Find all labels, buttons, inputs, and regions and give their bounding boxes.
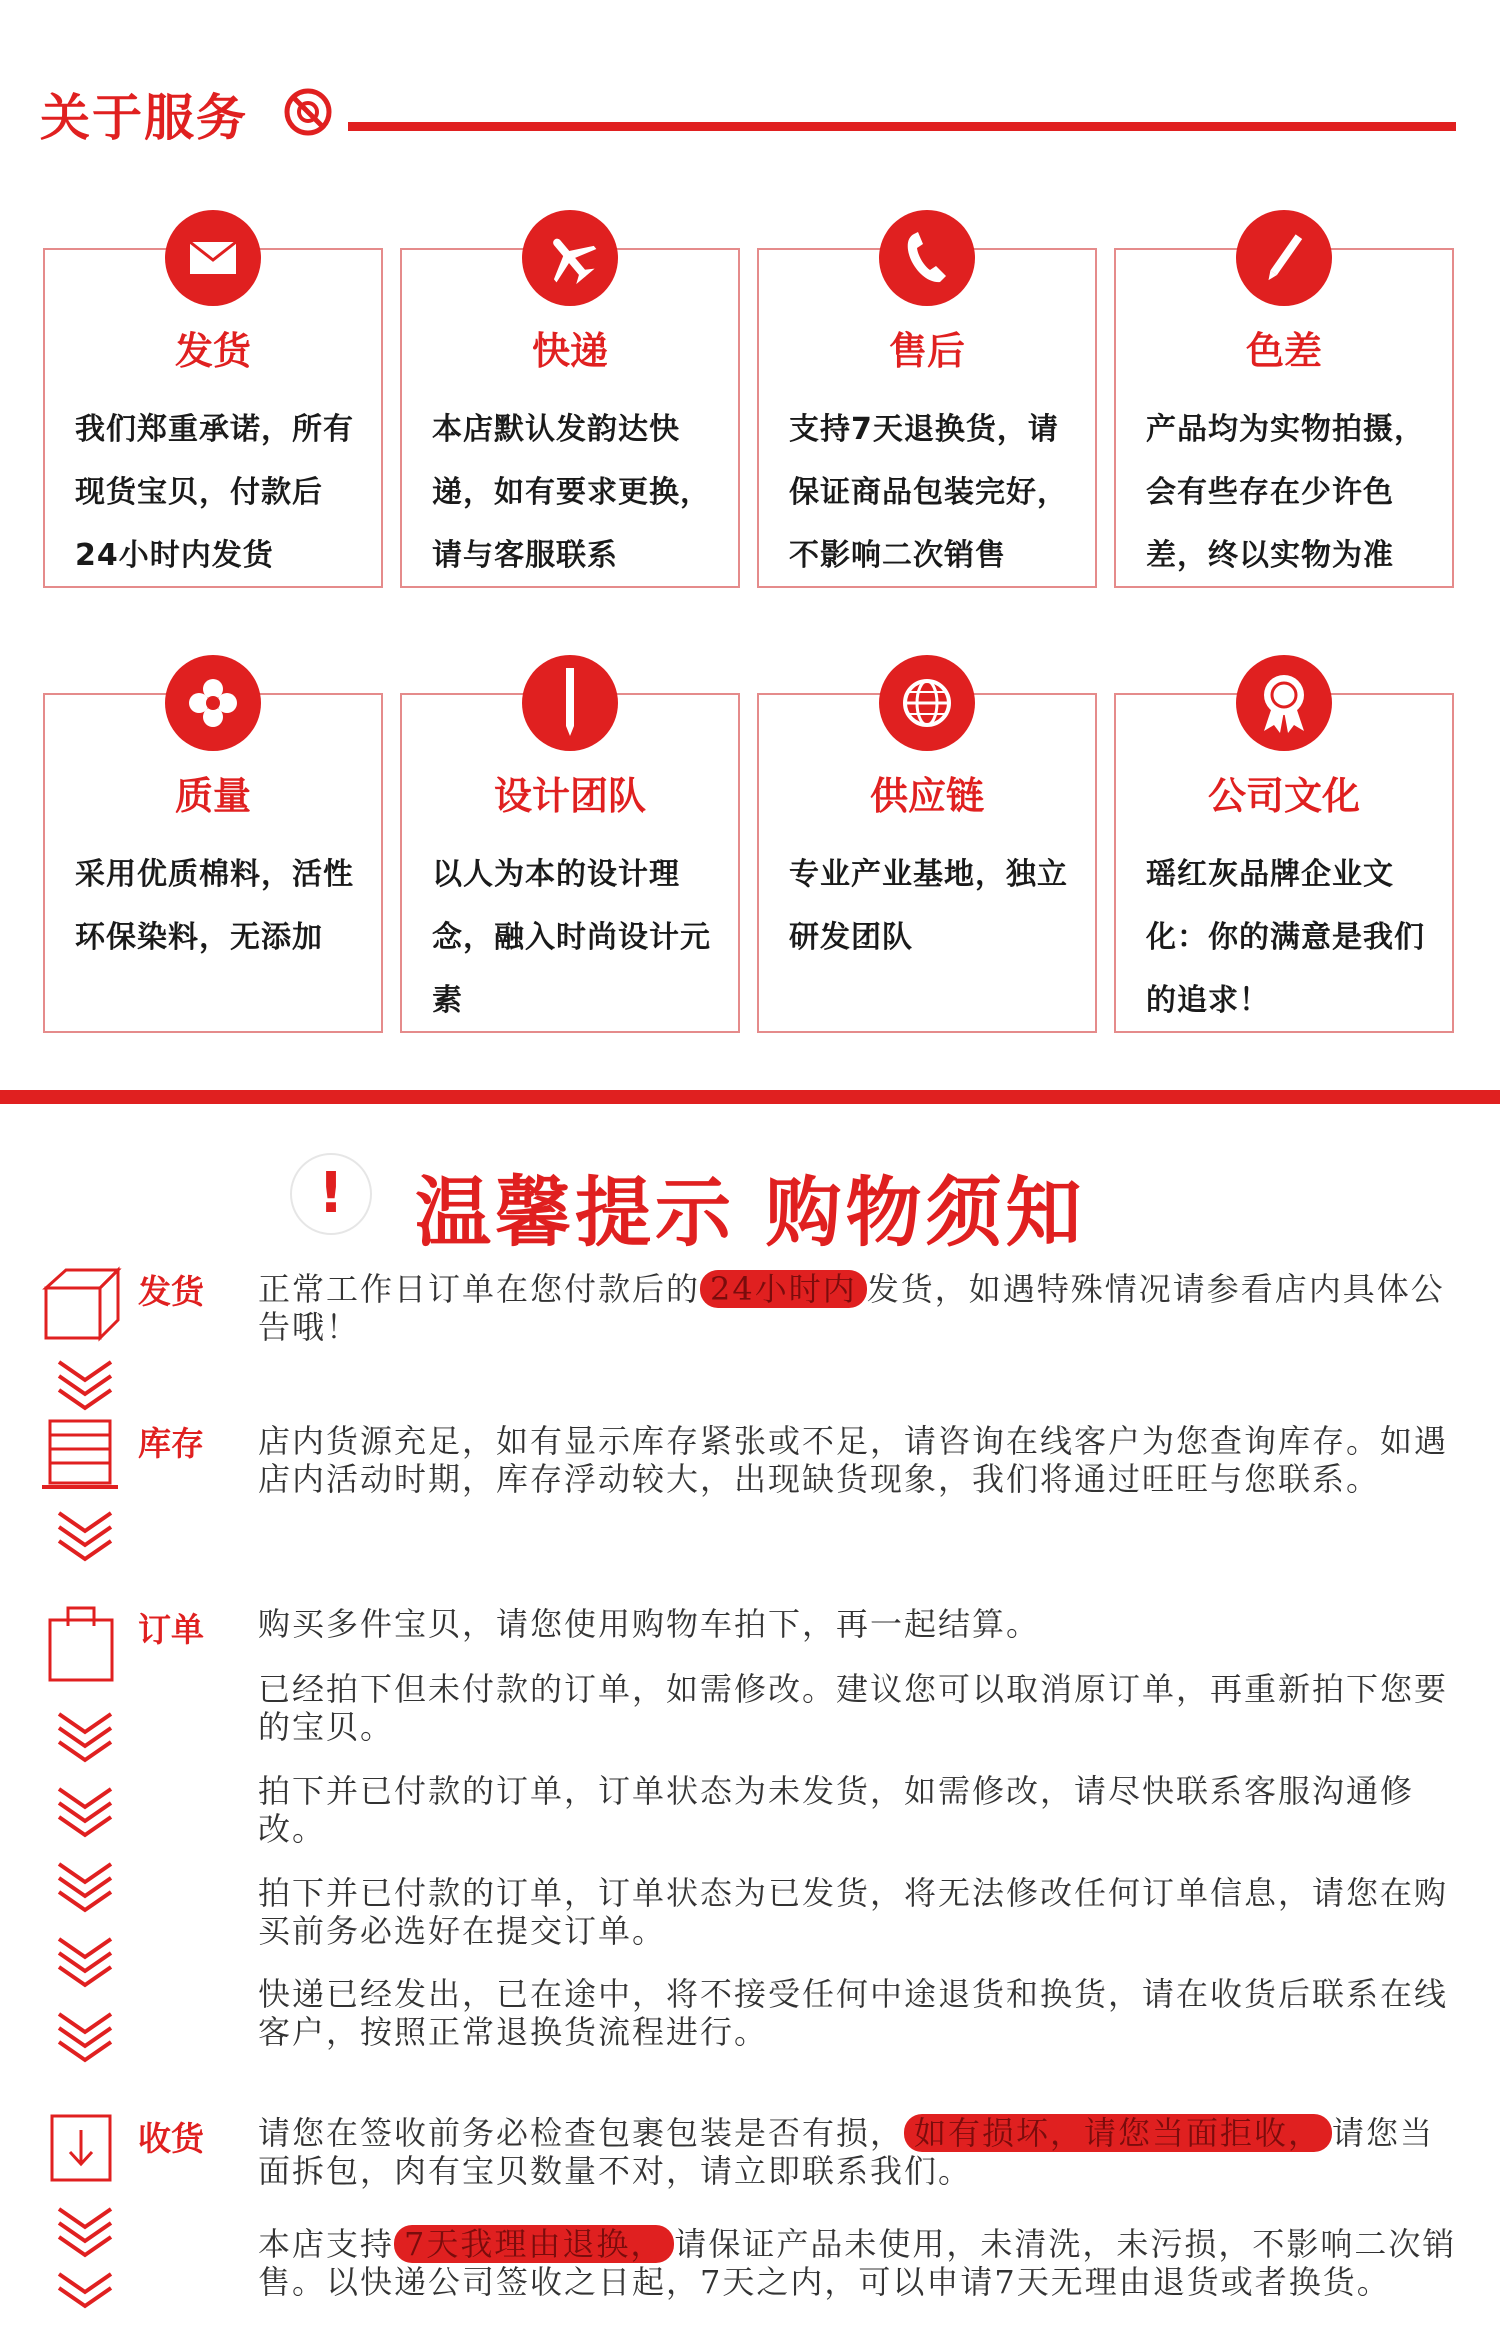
card-title: 质量	[174, 774, 251, 818]
receive-text-2a: 本店支持	[258, 2225, 395, 2263]
receive-highlight-2: 7天我理由退换，	[394, 2225, 674, 2263]
phone-icon	[879, 210, 975, 306]
service-card-supply-chain	[757, 693, 1097, 1033]
shopping-bag-icon	[40, 1598, 122, 1684]
shipping-text-a: 正常工作日订单在您付款后的	[258, 1270, 701, 1308]
card-text: 专业产业基地，独立研发团队	[789, 857, 1068, 955]
service-card-design-team	[400, 693, 740, 1033]
download-box-icon	[40, 2108, 122, 2190]
service-card-express	[400, 248, 740, 588]
card-title: 快递	[531, 329, 608, 373]
receive-text-1	[258, 2114, 1463, 2190]
globe-icon	[879, 655, 975, 751]
card-title: 设计团队	[493, 774, 646, 818]
shipping-text-b: 发货，如遇特殊情况请参看店内具体公告哦！	[258, 1270, 1445, 1346]
chevron-down-icon	[55, 2010, 115, 2066]
box-icon	[40, 1262, 122, 1344]
shipping-highlight: 24小时内	[700, 1270, 867, 1308]
order-text-2: 已经拍下但未付款的订单，如需修改。建议您可以取消原订单，再重新拍下您要的宝贝。	[258, 1670, 1449, 1746]
service-card-after-sales	[757, 248, 1097, 588]
chevron-down-icon	[55, 1785, 115, 1841]
shipping-text	[258, 1270, 1463, 1346]
chevron-down-icon	[55, 2205, 115, 2261]
card-title: 发货	[174, 329, 251, 373]
receive-text-2	[258, 2225, 1463, 2301]
tips-title: 温馨提示 购物须知	[415, 1168, 1086, 1257]
exclamation-mark: !	[318, 1161, 344, 1226]
pen-icon	[1236, 210, 1332, 306]
card-text: 采用优质棉料，活性环保染料，无添加	[75, 857, 354, 955]
section-label-shipping: 发货	[138, 1272, 204, 1311]
card-text: 产品均为实物拍摄，会有些存在少许色差，终以实物为准	[1146, 412, 1425, 573]
header-rule	[348, 122, 1456, 131]
card-text: 我们郑重承诺，所有现货宝贝，付款后24小时内发货	[75, 412, 354, 573]
chevron-down-icon	[55, 1935, 115, 1991]
card-title: 公司文化	[1207, 774, 1360, 818]
stock-text: 店内货源充足，如有显示库存紧张或不足，请咨询在线客户为您查询库存。如遇店内活动时期，库存浮动较大，出现缺货现象，我们将通过旺旺与您联系。	[258, 1422, 1449, 1498]
order-text-4: 拍下并已付款的订单，订单状态为已发货，将无法修改任何订单信息，请您在购买前务必选好在提交订单。	[258, 1874, 1449, 1950]
card-text: 瑶红灰品牌企业文化：你的满意是我们的追求！	[1146, 857, 1425, 1018]
about-services-title: 关于服务	[40, 89, 248, 147]
service-card-quality	[43, 693, 383, 1033]
airplane-icon	[522, 210, 618, 306]
receive-text-2b: 请保证产品未使用，未清洗，未污损，不影响二次销售。以快递公司签收之日起，7天之内，可以申请7天无理由退货或者换货。	[258, 2225, 1457, 2301]
envelope-icon	[165, 210, 261, 306]
service-card-shipping	[43, 248, 383, 588]
order-text-3: 拍下并已付款的订单，订单状态为未发货，如需修改，请尽快联系客服沟通修改。	[258, 1772, 1415, 1848]
receive-text-1b: 请您当面拆包，肉有宝贝数量不对，请立即联系我们。	[258, 2114, 1435, 2190]
card-text: 本店默认发韵达快递，如有要求更换，请与客服联系	[432, 412, 711, 573]
card-title: 色差	[1245, 329, 1322, 373]
card-title: 售后	[888, 329, 965, 373]
order-text-5: 快递已经发出，已在途中，将不接受任何中途退货和换货，请在收货后联系在线客户，按照正常退换货流程进行。	[258, 1975, 1449, 2051]
award-ribbon-icon	[1236, 655, 1332, 751]
receive-text-1a: 请您在签收前务必检查包裹包装是否有损，	[258, 2114, 905, 2152]
chevron-down-icon	[55, 1358, 115, 1414]
order-text-1: 购买多件宝贝，请您使用购物车拍下，再一起结算。	[258, 1605, 1041, 1643]
section-label-stock: 库存	[138, 1424, 204, 1463]
card-text: 以人为本的设计理念，融入时尚设计元素	[432, 857, 711, 1018]
chevron-down-icon	[55, 1860, 115, 1916]
flower-icon	[165, 655, 261, 751]
card-title: 供应链	[869, 774, 984, 818]
service-card-color-difference	[1114, 248, 1454, 588]
section-divider	[0, 1090, 1500, 1104]
service-card-company-culture	[1114, 693, 1454, 1033]
card-text: 支持7天退换货，请保证商品包装完好，不影响二次销售	[789, 412, 1068, 573]
receive-highlight-1: 如有损坏，请您当面拒收，	[904, 2114, 1332, 2152]
section-label-receive: 收货	[138, 2119, 204, 2158]
exclamation-icon	[290, 1153, 372, 1235]
stack-icon	[40, 1413, 122, 1495]
chevron-down-icon	[55, 1710, 115, 1766]
ban-icon	[282, 86, 334, 138]
chevron-down-icon	[55, 1509, 115, 1565]
chevron-down-icon	[55, 2270, 115, 2326]
section-label-order: 订单	[138, 1610, 204, 1649]
pencil-icon	[522, 655, 618, 751]
